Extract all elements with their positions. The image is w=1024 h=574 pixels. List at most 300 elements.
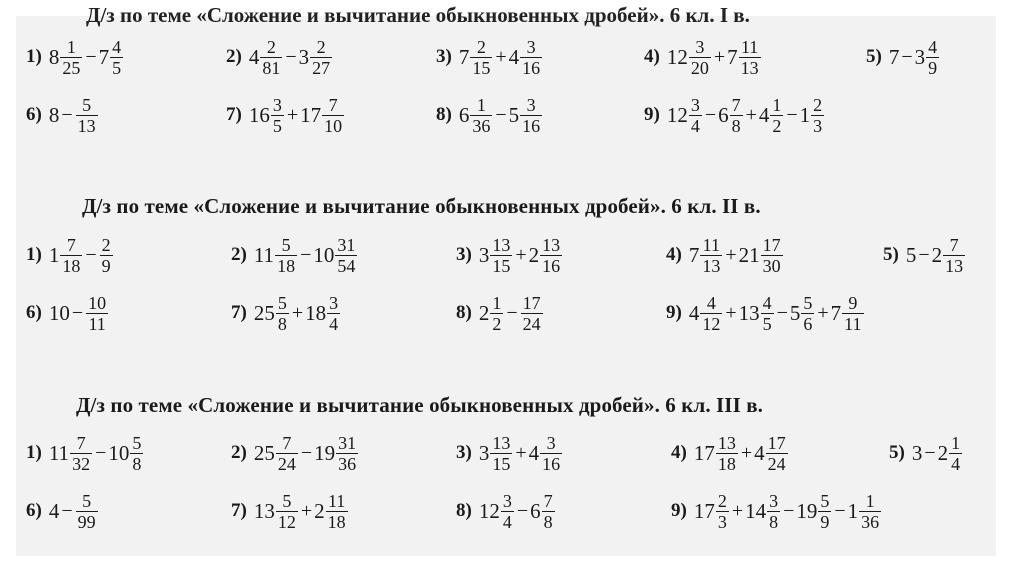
denominator: 8 bbox=[132, 453, 142, 474]
operator: − bbox=[61, 499, 73, 522]
expression bbox=[49, 433, 145, 474]
denominator: 24 bbox=[522, 313, 541, 334]
denominator: 16 bbox=[522, 57, 541, 78]
numerator: 7 bbox=[66, 234, 76, 255]
expression bbox=[49, 37, 124, 78]
whole-part: 6 bbox=[530, 498, 541, 523]
exercise-v2-7 bbox=[231, 286, 341, 340]
denominator: 36 bbox=[861, 511, 880, 532]
whole-number: 7 bbox=[888, 44, 900, 69]
whole-part: 21 bbox=[738, 242, 760, 267]
whole-part: 1 bbox=[847, 498, 859, 523]
exercise-v3-4 bbox=[671, 426, 789, 480]
denominator: 8 bbox=[543, 511, 553, 532]
whole-part: 2 bbox=[528, 242, 540, 267]
exercise-number: 2) bbox=[231, 442, 247, 463]
expression bbox=[49, 235, 114, 276]
numerator: 4 bbox=[706, 292, 716, 313]
fraction bbox=[716, 491, 729, 532]
fraction bbox=[542, 491, 555, 532]
exercise-number: 7) bbox=[226, 104, 242, 125]
exercise-v1-6 bbox=[26, 88, 99, 142]
numerator: 1 bbox=[865, 490, 875, 511]
operator: − bbox=[704, 103, 717, 126]
numerator: 5 bbox=[820, 490, 830, 511]
operator: + bbox=[495, 45, 507, 68]
whole-part: 17 bbox=[693, 440, 715, 465]
whole-part: 2 bbox=[931, 242, 943, 267]
numerator: 4 bbox=[928, 36, 938, 57]
exercise-v1-8 bbox=[436, 88, 543, 142]
expression bbox=[49, 293, 109, 334]
numerator: 3 bbox=[690, 94, 700, 115]
denominator: 18 bbox=[277, 255, 296, 276]
expression bbox=[912, 433, 963, 474]
fraction bbox=[260, 37, 282, 78]
whole-part: 11 bbox=[48, 440, 70, 465]
operator: − bbox=[95, 441, 107, 464]
numerator: 7 bbox=[328, 94, 338, 115]
numerator: 7 bbox=[949, 234, 959, 255]
denominator: 16 bbox=[522, 115, 541, 136]
whole-part: 18 bbox=[305, 300, 327, 325]
fraction bbox=[86, 293, 108, 334]
fraction bbox=[689, 95, 702, 136]
denominator: 3 bbox=[813, 115, 823, 136]
operator: − bbox=[924, 441, 936, 464]
numerator: 13 bbox=[717, 432, 736, 453]
whole-part: 6 bbox=[718, 102, 729, 127]
denominator: 9 bbox=[928, 57, 938, 78]
exercise-v3-3 bbox=[456, 426, 563, 480]
numerator: 3 bbox=[526, 36, 536, 57]
numerator: 1 bbox=[66, 36, 76, 57]
expression bbox=[49, 491, 99, 532]
exercise-v3-9 bbox=[671, 484, 882, 538]
denominator: 11 bbox=[844, 313, 862, 334]
numerator: 3 bbox=[272, 94, 282, 115]
exercise-v2-9 bbox=[666, 286, 865, 340]
fraction bbox=[76, 95, 98, 136]
denominator: 15 bbox=[492, 255, 511, 276]
exercise-v2-5 bbox=[883, 228, 966, 282]
exercise-v2-6 bbox=[26, 286, 109, 340]
numerator: 13 bbox=[542, 234, 561, 255]
fraction bbox=[501, 491, 514, 532]
numerator: 17 bbox=[762, 234, 781, 255]
whole-number: 4 bbox=[48, 498, 60, 523]
denominator: 10 bbox=[324, 115, 343, 136]
fraction bbox=[130, 433, 143, 474]
whole-part: 8 bbox=[48, 44, 60, 69]
expression bbox=[459, 37, 543, 78]
operator: + bbox=[817, 301, 829, 324]
denominator: 24 bbox=[767, 453, 786, 474]
denominator: 5 bbox=[762, 313, 772, 334]
variant-2-title: Д/з по теме «Сложение и вычитание обыкновенных дробей». 6 кл. II в. bbox=[82, 194, 761, 218]
numerator: 3 bbox=[526, 94, 536, 115]
expression bbox=[694, 491, 882, 532]
expression bbox=[667, 37, 762, 78]
numerator: 7 bbox=[543, 490, 553, 511]
whole-part: 4 bbox=[758, 102, 770, 127]
fraction bbox=[100, 235, 113, 276]
fraction bbox=[949, 433, 962, 474]
expression bbox=[667, 95, 825, 136]
exercise-v2-4 bbox=[666, 228, 784, 282]
denominator: 20 bbox=[690, 57, 709, 78]
fraction bbox=[540, 235, 562, 276]
expression bbox=[254, 235, 359, 276]
fraction bbox=[811, 95, 824, 136]
exercise-v3-8 bbox=[456, 484, 556, 538]
numerator: 2 bbox=[101, 234, 111, 255]
numerator: 17 bbox=[767, 432, 786, 453]
exercise-number: 4) bbox=[666, 244, 682, 265]
operator: + bbox=[725, 243, 737, 266]
expression bbox=[254, 433, 359, 474]
exercise-v1-9 bbox=[644, 88, 825, 142]
exercise-v3-7 bbox=[231, 484, 349, 538]
expression bbox=[254, 293, 341, 334]
whole-part: 4 bbox=[754, 440, 765, 465]
fraction bbox=[521, 293, 543, 334]
fraction bbox=[767, 491, 780, 532]
whole-part: 3 bbox=[298, 44, 310, 69]
expression bbox=[459, 95, 543, 136]
numerator: 7 bbox=[76, 432, 86, 453]
whole-part: 10 bbox=[313, 242, 335, 267]
exercise-number: 6) bbox=[26, 302, 42, 323]
numerator: 7 bbox=[731, 94, 741, 115]
denominator: 13 bbox=[77, 115, 96, 136]
denominator: 36 bbox=[472, 115, 491, 136]
exercise-v1-2 bbox=[226, 30, 333, 84]
numerator: 3 bbox=[329, 292, 339, 313]
exercise-number: 4) bbox=[644, 46, 660, 67]
operator: + bbox=[725, 301, 737, 324]
fraction bbox=[689, 37, 711, 78]
whole-number: 5 bbox=[905, 242, 917, 267]
expression bbox=[49, 95, 99, 136]
numerator: 1 bbox=[951, 432, 961, 453]
fraction bbox=[275, 235, 297, 276]
numerator: 2 bbox=[476, 36, 486, 57]
fraction bbox=[700, 293, 722, 334]
whole-part: 12 bbox=[666, 102, 688, 127]
exercise-number: 2) bbox=[226, 46, 242, 67]
fraction bbox=[490, 293, 503, 334]
expression bbox=[479, 491, 556, 532]
expression bbox=[906, 235, 966, 276]
whole-part: 17 bbox=[300, 102, 322, 127]
numerator: 2 bbox=[266, 36, 276, 57]
expression bbox=[479, 293, 544, 334]
exercise-number: 5) bbox=[889, 442, 905, 463]
exercise-v3-1 bbox=[26, 426, 144, 480]
numerator: 1 bbox=[492, 292, 502, 313]
operator: − bbox=[495, 103, 507, 126]
exercise-number: 6) bbox=[26, 500, 42, 521]
operator: + bbox=[713, 45, 726, 68]
operator: − bbox=[285, 45, 297, 68]
denominator: 13 bbox=[740, 57, 759, 78]
whole-part: 7 bbox=[830, 300, 842, 325]
numerator: 11 bbox=[327, 490, 346, 511]
exercise-number: 8) bbox=[456, 500, 472, 521]
whole-part: 17 bbox=[693, 498, 715, 523]
exercise-number: 1) bbox=[26, 244, 42, 265]
operator: + bbox=[740, 441, 753, 464]
denominator: 15 bbox=[492, 453, 511, 474]
whole-part: 3 bbox=[478, 242, 490, 267]
fraction bbox=[770, 95, 783, 136]
denominator: 13 bbox=[945, 255, 964, 276]
exercise-v1-4 bbox=[644, 30, 762, 84]
exercise-v1-1 bbox=[26, 30, 124, 84]
whole-part: 2 bbox=[478, 300, 490, 325]
denominator: 4 bbox=[690, 115, 700, 136]
exercise-v3-6 bbox=[26, 484, 99, 538]
exercise-number: 3) bbox=[436, 46, 452, 67]
denominator: 2 bbox=[492, 313, 502, 334]
fraction bbox=[470, 95, 492, 136]
fraction bbox=[490, 433, 512, 474]
exercise-v2-3 bbox=[456, 228, 563, 282]
whole-part: 6 bbox=[458, 102, 470, 127]
fraction bbox=[276, 433, 298, 474]
numerator: 4 bbox=[112, 36, 122, 57]
fraction bbox=[271, 95, 284, 136]
whole-part: 2 bbox=[937, 440, 949, 465]
denominator: 3 bbox=[717, 511, 727, 532]
exercise-v2-1 bbox=[26, 228, 114, 282]
fraction bbox=[859, 491, 881, 532]
denominator: 16 bbox=[542, 453, 561, 474]
whole-part: 12 bbox=[666, 44, 688, 69]
expression bbox=[249, 95, 345, 136]
fraction bbox=[276, 491, 298, 532]
denominator: 81 bbox=[262, 57, 281, 78]
exercise-number: 9) bbox=[644, 104, 660, 125]
whole-part: 1 bbox=[48, 242, 60, 267]
denominator: 18 bbox=[717, 453, 736, 474]
operator: − bbox=[918, 243, 930, 266]
worksheet bbox=[16, 3, 996, 556]
denominator: 4 bbox=[502, 511, 512, 532]
fraction bbox=[327, 293, 340, 334]
numerator: 5 bbox=[277, 292, 287, 313]
whole-part: 13 bbox=[253, 498, 275, 523]
operator: + bbox=[731, 499, 744, 522]
denominator: 2 bbox=[772, 115, 782, 136]
fraction bbox=[335, 235, 357, 276]
exercise-number: 9) bbox=[671, 500, 687, 521]
denominator: 5 bbox=[112, 57, 122, 78]
numerator: 5 bbox=[132, 432, 142, 453]
numerator: 17 bbox=[522, 292, 541, 313]
numerator: 1 bbox=[772, 94, 782, 115]
fraction bbox=[326, 491, 348, 532]
numerator: 4 bbox=[762, 292, 772, 313]
operator: − bbox=[834, 499, 846, 522]
whole-part: 25 bbox=[253, 300, 275, 325]
exercise-number: 1) bbox=[26, 46, 42, 67]
operator: − bbox=[783, 499, 795, 522]
operator: − bbox=[71, 301, 84, 324]
numerator: 13 bbox=[492, 234, 511, 255]
fraction bbox=[842, 293, 863, 334]
exercise-number: 5) bbox=[883, 244, 899, 265]
exercise-v3-2 bbox=[231, 426, 359, 480]
fraction bbox=[110, 37, 123, 78]
expression bbox=[254, 491, 349, 532]
numerator: 3 bbox=[769, 490, 779, 511]
numerator: 11 bbox=[702, 234, 720, 255]
operator: + bbox=[515, 441, 527, 464]
denominator: 25 bbox=[62, 57, 81, 78]
operator: − bbox=[300, 441, 313, 464]
numerator: 3 bbox=[546, 432, 556, 453]
whole-part: 19 bbox=[314, 440, 336, 465]
denominator: 54 bbox=[337, 255, 356, 276]
exercise-number: 5) bbox=[866, 46, 882, 67]
exercise-number: 3) bbox=[456, 244, 472, 265]
denominator: 8 bbox=[277, 313, 287, 334]
exercise-number: 7) bbox=[231, 500, 247, 521]
whole-part: 4 bbox=[508, 44, 520, 69]
whole-part: 14 bbox=[745, 498, 767, 523]
whole-part: 1 bbox=[799, 102, 811, 127]
denominator: 99 bbox=[77, 511, 96, 532]
numerator: 10 bbox=[88, 292, 107, 313]
operator: + bbox=[291, 301, 304, 324]
whole-number: 10 bbox=[48, 300, 70, 325]
expression bbox=[694, 433, 789, 474]
numerator: 5 bbox=[282, 490, 292, 511]
fraction bbox=[336, 433, 358, 474]
whole-number: 8 bbox=[48, 102, 60, 127]
numerator: 5 bbox=[803, 292, 813, 313]
exercise-v2-2 bbox=[231, 228, 358, 282]
numerator: 9 bbox=[848, 292, 858, 313]
denominator: 13 bbox=[702, 255, 721, 276]
numerator: 31 bbox=[338, 432, 357, 453]
fraction bbox=[761, 293, 774, 334]
numerator: 7 bbox=[282, 432, 292, 453]
denominator: 18 bbox=[327, 511, 346, 532]
fraction bbox=[716, 433, 738, 474]
numerator: 5 bbox=[281, 234, 291, 255]
fraction bbox=[801, 293, 814, 334]
fraction bbox=[739, 37, 761, 78]
whole-part: 7 bbox=[688, 242, 700, 267]
fraction bbox=[76, 491, 98, 532]
whole-part: 13 bbox=[738, 300, 760, 325]
whole-part: 3 bbox=[478, 440, 490, 465]
fraction bbox=[322, 95, 344, 136]
operator: − bbox=[85, 45, 97, 68]
numerator: 2 bbox=[717, 490, 727, 511]
operator: − bbox=[901, 45, 913, 68]
expression bbox=[479, 235, 563, 276]
exercise-number: 4) bbox=[671, 442, 687, 463]
exercise-number: 8) bbox=[456, 302, 472, 323]
operator: − bbox=[85, 243, 97, 266]
expression bbox=[249, 37, 333, 78]
fraction bbox=[700, 235, 722, 276]
denominator: 32 bbox=[72, 453, 91, 474]
denominator: 5 bbox=[272, 115, 282, 136]
whole-part: 11 bbox=[253, 242, 275, 267]
denominator: 24 bbox=[277, 453, 296, 474]
numerator: 13 bbox=[492, 432, 511, 453]
fraction bbox=[70, 433, 92, 474]
whole-part: 3 bbox=[914, 44, 926, 69]
denominator: 11 bbox=[88, 313, 106, 334]
denominator: 9 bbox=[101, 255, 111, 276]
whole-part: 12 bbox=[478, 498, 500, 523]
expression bbox=[689, 235, 784, 276]
cut-off-title: Д/з по теме «Сложение и вычитание обыкновенных дробей». 6 кл. I в. bbox=[86, 3, 750, 27]
numerator: 31 bbox=[337, 234, 356, 255]
numerator: 1 bbox=[476, 94, 486, 115]
denominator: 27 bbox=[312, 57, 331, 78]
denominator: 4 bbox=[951, 453, 961, 474]
exercise-number: 8) bbox=[436, 104, 452, 125]
exercise-number: 9) bbox=[666, 302, 682, 323]
denominator: 9 bbox=[820, 511, 830, 532]
numerator: 2 bbox=[813, 94, 823, 115]
denominator: 4 bbox=[329, 313, 339, 334]
exercise-v1-7 bbox=[226, 88, 345, 142]
denominator: 15 bbox=[472, 57, 491, 78]
denominator: 8 bbox=[731, 115, 741, 136]
denominator: 8 bbox=[769, 511, 779, 532]
whole-part: 4 bbox=[688, 300, 700, 325]
operator: + bbox=[300, 499, 313, 522]
whole-part: 7 bbox=[458, 44, 470, 69]
expression bbox=[479, 433, 563, 474]
expression bbox=[689, 293, 865, 334]
numerator: 3 bbox=[502, 490, 512, 511]
denominator: 12 bbox=[277, 511, 296, 532]
operator: + bbox=[745, 103, 757, 126]
numerator: 2 bbox=[316, 36, 326, 57]
fraction bbox=[520, 37, 542, 78]
whole-part: 19 bbox=[796, 498, 818, 523]
whole-part: 4 bbox=[248, 44, 260, 69]
fraction bbox=[766, 433, 788, 474]
denominator: 16 bbox=[542, 255, 561, 276]
exercise-v1-5 bbox=[866, 30, 940, 84]
numerator: 5 bbox=[82, 94, 92, 115]
fraction bbox=[818, 491, 831, 532]
denominator: 30 bbox=[762, 255, 781, 276]
denominator: 36 bbox=[338, 453, 357, 474]
exercise-number: 2) bbox=[231, 244, 247, 265]
operator: − bbox=[786, 103, 798, 126]
fraction bbox=[540, 433, 562, 474]
exercise-number: 3) bbox=[456, 442, 472, 463]
denominator: 12 bbox=[702, 313, 721, 334]
whole-part: 7 bbox=[98, 44, 110, 69]
whole-part: 5 bbox=[789, 300, 801, 325]
whole-part: 25 bbox=[253, 440, 275, 465]
denominator: 18 bbox=[62, 255, 81, 276]
exercise-v2-8 bbox=[456, 286, 544, 340]
fraction bbox=[276, 293, 289, 334]
